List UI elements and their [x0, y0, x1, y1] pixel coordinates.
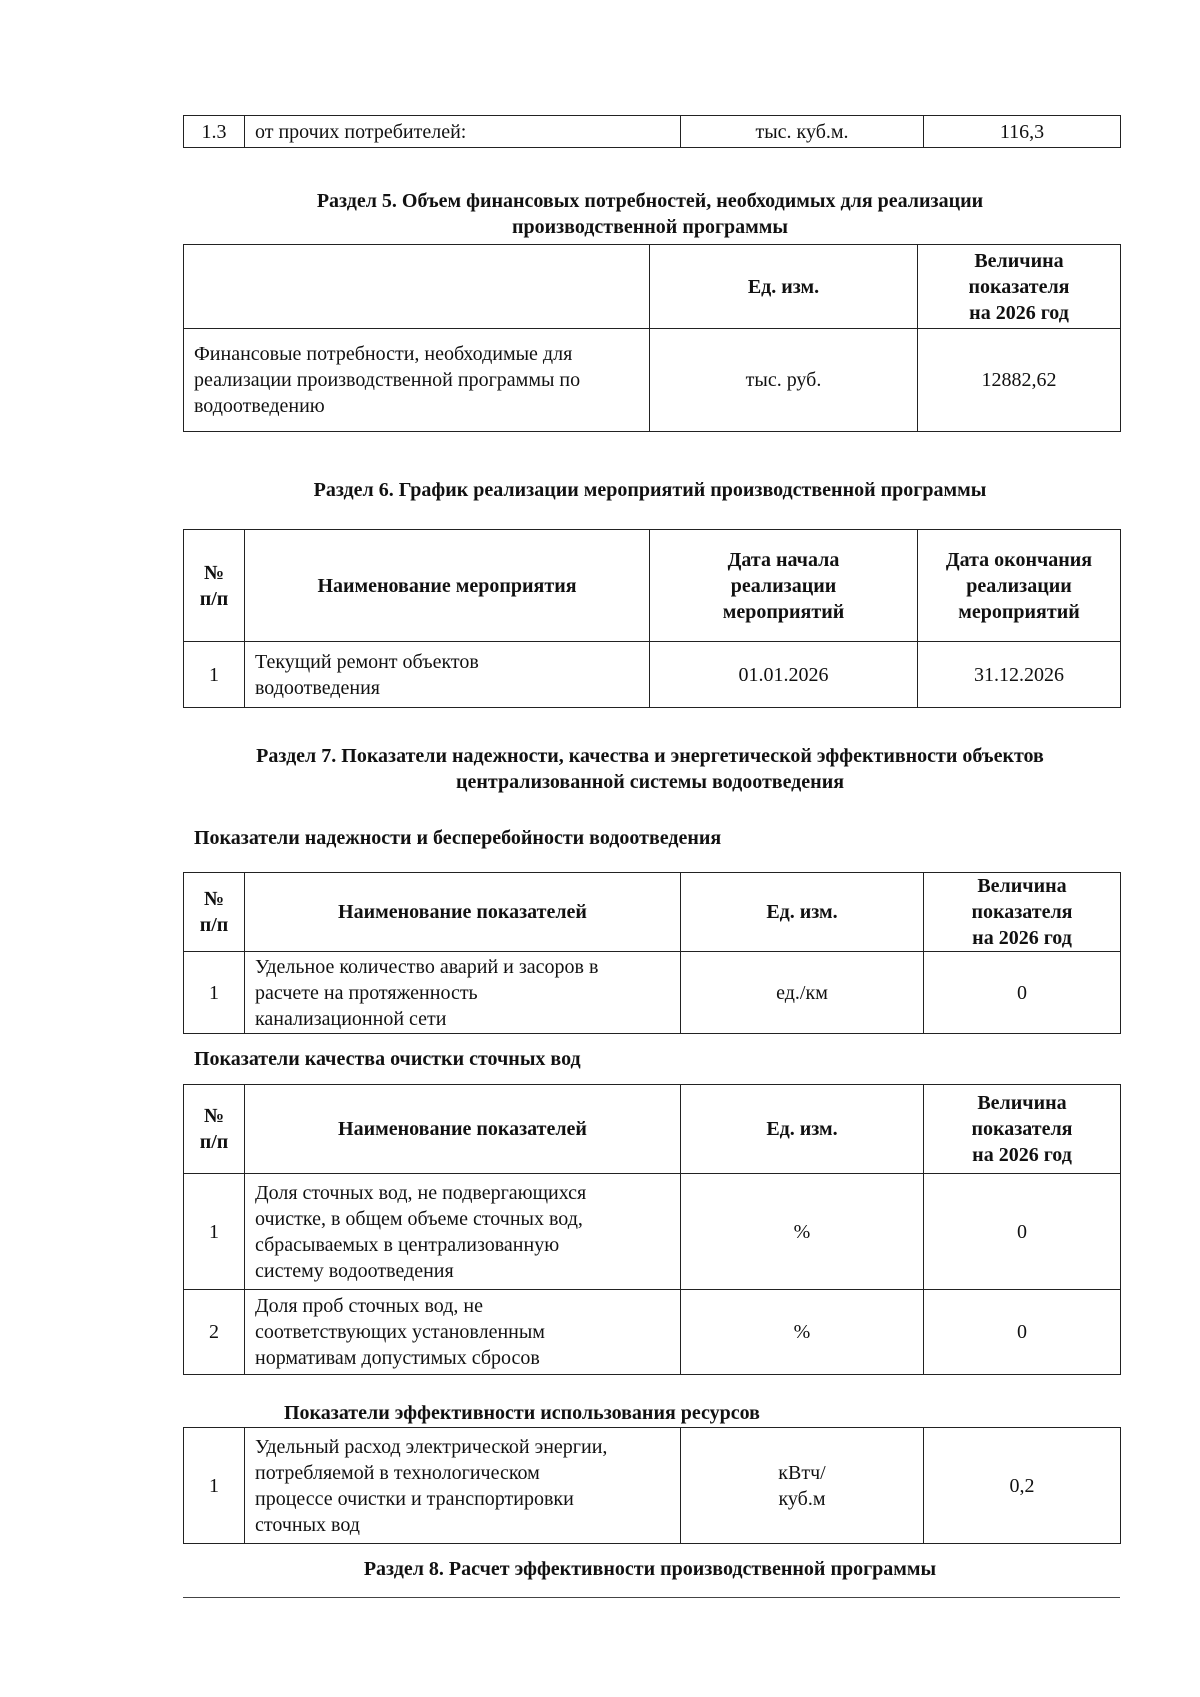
row-start-date: 01.01.2026 [650, 642, 918, 708]
row-number: 1 [184, 642, 245, 708]
row-unit: % [681, 1290, 924, 1375]
row-end-date: 31.12.2026 [918, 642, 1121, 708]
row-value: 12882,62 [918, 329, 1121, 432]
row-name: Доля сточных вод, не подвергающихся очистке, в общем объеме сточных вод, сбрасываемых в централизованную систему водоотведения [245, 1174, 681, 1290]
row-unit: тыс. куб.м. [681, 116, 924, 148]
table-header-row [184, 1085, 1121, 1174]
row-name: Текущий ремонт объектов водоотведения [245, 642, 650, 708]
header-start-date: Дата начала реализации мероприятий [650, 530, 918, 642]
schedule-table [183, 529, 1121, 708]
quality-subtitle: Показатели качества очистки сточных вод [194, 1048, 581, 1070]
header-name: Наименование показателей [245, 873, 681, 952]
table-header-row [184, 245, 1121, 329]
header-name: Наименование показателей [245, 1085, 681, 1174]
table-row [184, 329, 1121, 432]
row-name: Удельное количество аварий и засоров в расчете на протяженность канализационной сети [245, 952, 681, 1034]
section6-title: Раздел 6. График реализации мероприятий производственной программы [313, 479, 987, 501]
row-unit: % [681, 1174, 924, 1290]
header-empty [184, 245, 650, 329]
header-end-date: Дата окончания реализации мероприятий [918, 530, 1121, 642]
header-value: Величина показателя на 2026 год [924, 873, 1121, 952]
row-number: 1 [184, 1428, 245, 1544]
efficiency-subtitle: Показатели эффективности использования ресурсов [284, 1402, 760, 1424]
header-number: № п/п [184, 1085, 245, 1174]
row-name: Финансовые потребности, необходимые для реализации производственной программы по водоотведению [184, 329, 650, 432]
table-row [184, 1428, 1121, 1544]
header-unit: Ед. изм. [681, 873, 924, 952]
quality-table [183, 1084, 1121, 1375]
efficiency-table [183, 1427, 1121, 1544]
row-value: 0,2 [924, 1428, 1121, 1544]
header-unit: Ед. изм. [681, 1085, 924, 1174]
row-number: 2 [184, 1290, 245, 1375]
row-name: от прочих потребителей: [245, 116, 681, 148]
section5-title: Раздел 5. Объем финансовых потребностей, необходимых для реализации производственной программы [316, 190, 984, 238]
table-header-row [184, 873, 1121, 952]
row-number: 1.3 [184, 116, 245, 148]
section7-title: Раздел 7. Показатели надежности, качества и энергетической эффективности объектов централизованной системы водоотведения [256, 745, 1044, 793]
header-value: Величина показателя на 2026 год [924, 1085, 1121, 1174]
header-number: № п/п [184, 873, 245, 952]
reliability-table [183, 872, 1121, 1034]
row-name: Удельный расход электрической энергии, потребляемой в технологическом процессе очистки и транспортировки сточных вод [245, 1428, 681, 1544]
row-number: 1 [184, 952, 245, 1034]
table-row [184, 1290, 1121, 1375]
header-unit: Ед. изм. [650, 245, 918, 329]
row-unit: тыс. руб. [650, 329, 918, 432]
header-value: Величина показателя на 2026 год [918, 245, 1121, 329]
table-row [184, 116, 1121, 148]
table-row [184, 1174, 1121, 1290]
row-unit: ед./км [681, 952, 924, 1034]
row-number: 1 [184, 1174, 245, 1290]
page-divider [183, 1597, 1120, 1598]
row-unit: кВтч/ куб.м [681, 1428, 924, 1544]
table-row [184, 642, 1121, 708]
table-header-row [184, 530, 1121, 642]
row-value: 116,3 [924, 116, 1121, 148]
row-value: 0 [924, 952, 1121, 1034]
row-value: 0 [924, 1174, 1121, 1290]
reliability-subtitle: Показатели надежности и бесперебойности водоотведения [194, 827, 722, 849]
table-row [184, 952, 1121, 1034]
header-name: Наименование мероприятия [245, 530, 650, 642]
consumption-table [183, 115, 1121, 148]
row-name: Доля проб сточных вод, не соответствующих установленным нормативам допустимых сбросов [245, 1290, 681, 1375]
financial-needs-table [183, 244, 1121, 432]
row-value: 0 [924, 1290, 1121, 1375]
section8-title: Раздел 8. Расчет эффективности производственной программы [363, 1558, 937, 1580]
header-number: № п/п [184, 530, 245, 642]
